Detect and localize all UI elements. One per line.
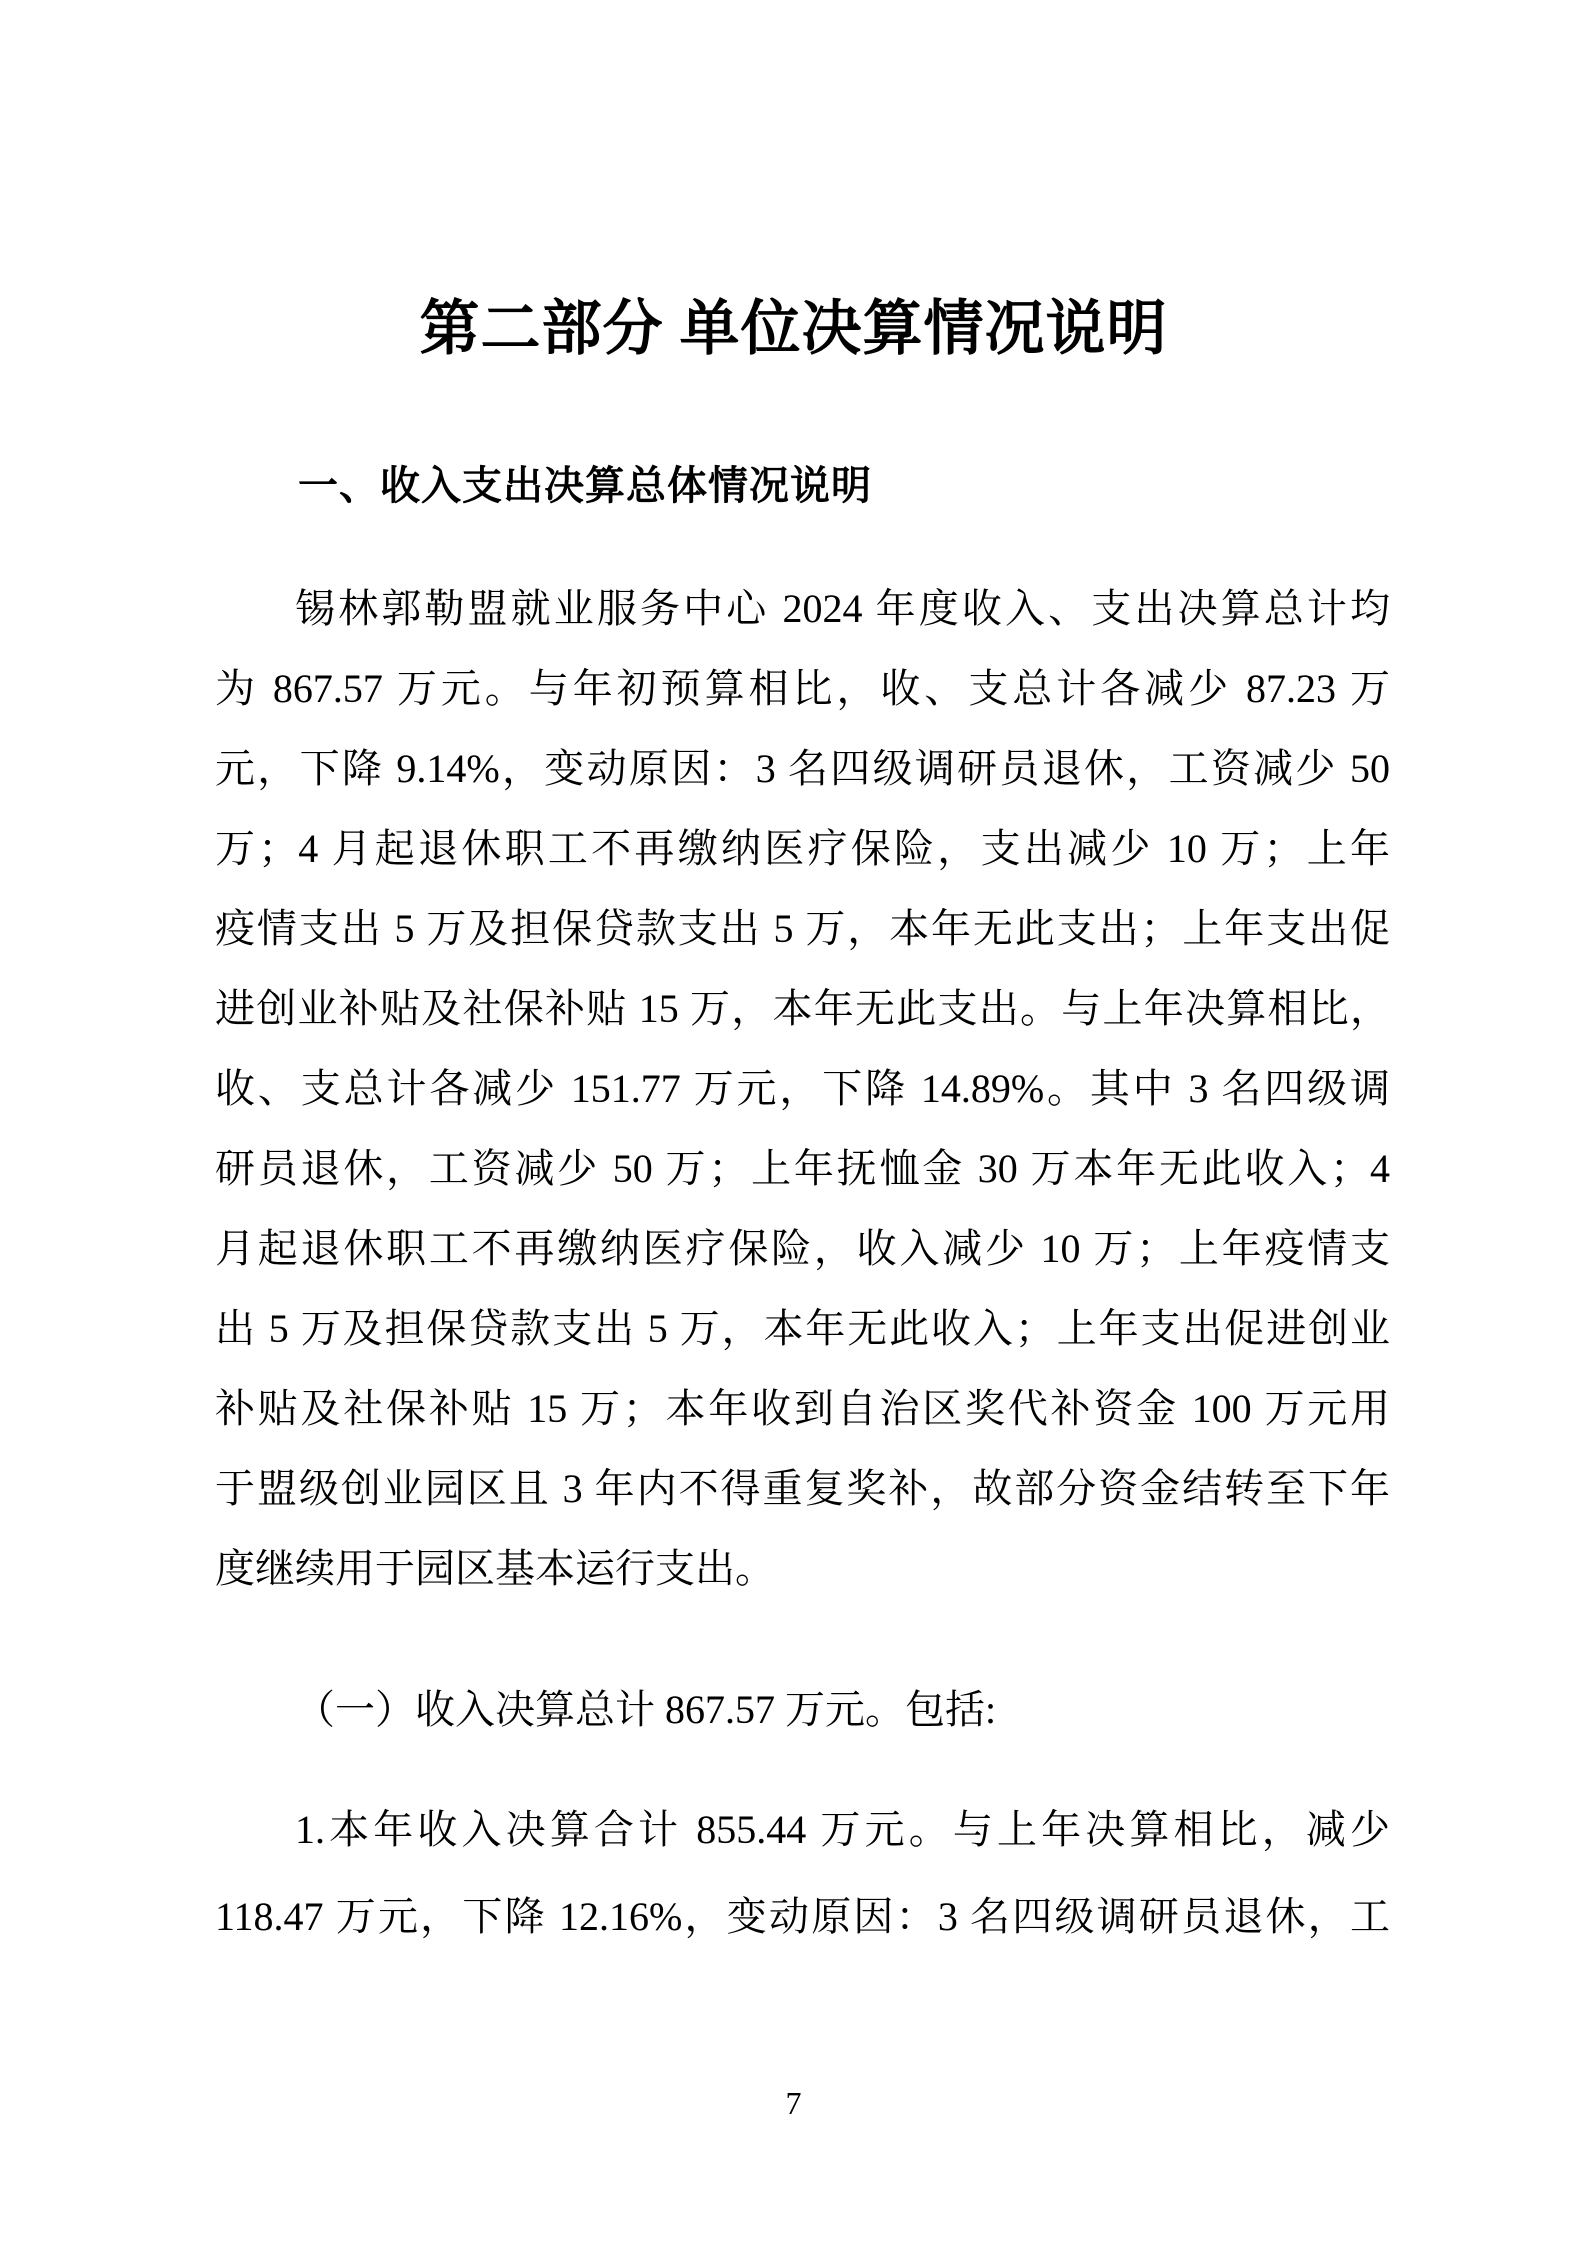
text-line: 研员退休，工资减少 50 万；上年抚恤金 30 万本年无此收入；4 — [215, 1146, 1390, 1191]
page-number: 7 — [785, 2085, 802, 2121]
paragraph-overview — [215, 569, 1390, 1609]
text-line: 于盟级创业园区且 3 年内不得重复奖补，故部分资金结转至下年 — [215, 1466, 1390, 1511]
text-line: 1.本年收入决算合计 855.44 万元。与上年决算相比，减少 — [295, 1807, 1390, 1852]
subheading-income-total: （一）收入决算总计 867.57 万元。包括: — [295, 1687, 997, 1732]
page-title: 第二部分 单位决算情况说明 — [419, 296, 1168, 362]
section-heading: 一、收入支出决算总体情况说明 — [298, 464, 872, 508]
text-line: 进创业补贴及社保补贴 15 万，本年无此支出。与上年决算相比， — [215, 986, 1390, 1031]
text-line: 万；4 月起退休职工不再缴纳医疗保险，支出减少 10 万；上年 — [215, 826, 1390, 871]
text-line: 补贴及社保补贴 15 万；本年收到自治区奖代补资金 100 万元用 — [215, 1386, 1390, 1431]
text-line: 元，下降 9.14%，变动原因：3 名四级调研员退休，工资减少 50 — [215, 746, 1390, 791]
text-line: 118.47 万元，下降 12.16%，变动原因：3 名四级调研员退休，工 — [215, 1894, 1390, 1939]
paragraph-income-detail — [215, 1786, 1390, 1960]
text-line: 为 867.57 万元。与年初预算相比，收、支总计各减少 87.23 万 — [215, 666, 1390, 711]
text-line: 出 5 万及担保贷款支出 5 万，本年无此收入；上年支出促进创业 — [215, 1306, 1390, 1351]
text-line: 锡林郭勒盟就业服务中心 2024 年度收入、支出决算总计均 — [295, 586, 1390, 631]
text-line: 月起退休职工不再缴纳医疗保险，收入减少 10 万；上年疫情支 — [215, 1226, 1390, 1271]
text-line: 度继续用于园区基本运行支出。 — [215, 1546, 775, 1591]
text-line: 收、支总计各减少 151.77 万元，下降 14.89%。其中 3 名四级调 — [215, 1066, 1390, 1111]
text-line: 疫情支出 5 万及担保贷款支出 5 万，本年无此支出；上年支出促 — [215, 906, 1390, 951]
